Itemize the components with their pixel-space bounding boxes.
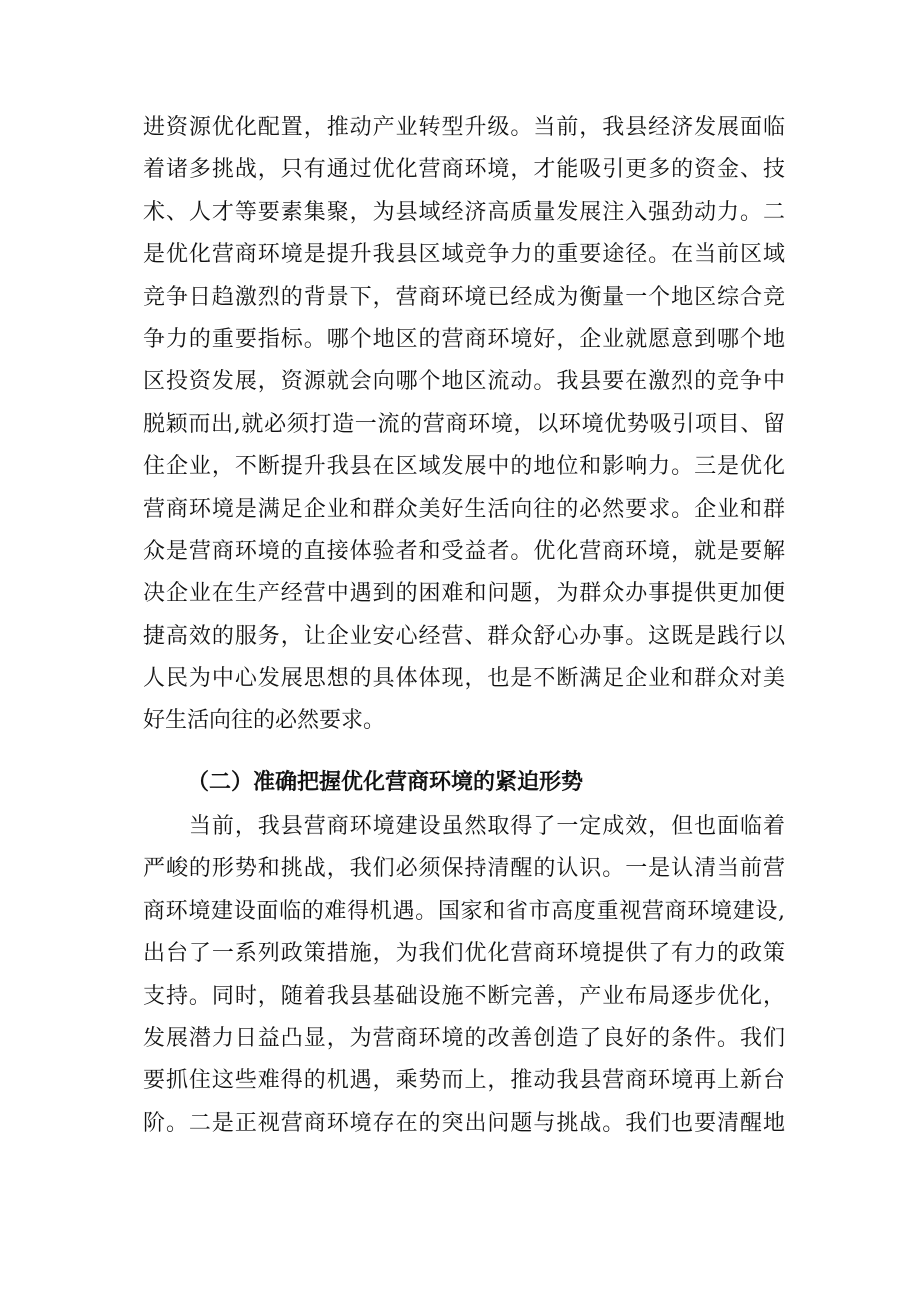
text-line: 竞争日趋激烈的背景下，营商环境已经成为衡量一个地区综合竞: [143, 284, 785, 310]
text-line: 决企业在生产经营中遇到的困难和问题，为群众办事提供更加便: [143, 581, 785, 607]
body-paragraph-2: [143, 806, 785, 1145]
text-line: 人民为中心发展思想的具体体现，也是不断满足企业和群众对美: [143, 666, 785, 692]
text-line: 区投资发展，资源就会向哪个地区流动。我县要在激烈的竞争中: [143, 369, 785, 395]
text-line: 脱颖而出,就必须打造一流的营商环境，以环境优势吸引项目、留: [143, 411, 785, 437]
text-line: 众是营商环境的直接体验者和受益者。优化营商环境，就是要解: [143, 538, 785, 564]
text-line: 发展潜力日益凸显，为营商环境的改善创造了良好的条件。我们: [143, 1025, 785, 1051]
body-paragraph-1: [143, 107, 785, 743]
text-line: 住企业，不断提升我县在区域发展中的地位和影响力。三是优化: [143, 454, 785, 480]
text-line: 好生活向往的必然要求。: [143, 708, 386, 734]
text-line: 商环境建设面临的难得机遇。国家和省市高度重视营商环境建设,: [143, 898, 785, 924]
text-line: 术、人才等要素集聚，为县域经济高质量发展注入强劲动力。二: [143, 199, 785, 225]
text-line: 支持。同时，随着我县基础设施不断完善，产业布局逐步优化，: [143, 983, 785, 1009]
text-line: 进资源优化配置，推动产业转型升级。当前，我县经济发展面临: [143, 115, 785, 140]
text-line: 是优化营商环境是提升我县区域竞争力的重要途径。在当前区域: [143, 242, 785, 268]
text-line: 严峻的形势和挑战，我们必须保持清醒的认识。一是认清当前营: [143, 856, 785, 882]
text-line: 着诸多挑战，只有通过优化营商环境，才能吸引更多的资金、技: [143, 157, 785, 183]
section-heading: （二）准确把握优化营商环境的紧迫形势: [187, 770, 584, 795]
text-line: 阶。二是正视营商环境存在的突出问题与挑战。我们也要清醒地: [143, 1110, 785, 1136]
text-line: 当前，我县营商环境建设虽然取得了一定成效，但也面临着: [143, 814, 785, 839]
text-line: 出台了一系列政策措施，为我们优化营商环境提供了有力的政策: [143, 941, 785, 967]
text-line: 要抓住这些难得的机遇，乘势而上，推动我县营商环境再上新台: [143, 1068, 785, 1094]
text-line: 捷高效的服务，让企业安心经营、群众舒心办事。这既是践行以: [143, 623, 785, 649]
text-line: 营商环境是满足企业和群众美好生活向往的必然要求。企业和群: [143, 496, 785, 522]
text-line: 争力的重要指标。哪个地区的营商环境好，企业就愿意到哪个地: [143, 326, 785, 352]
